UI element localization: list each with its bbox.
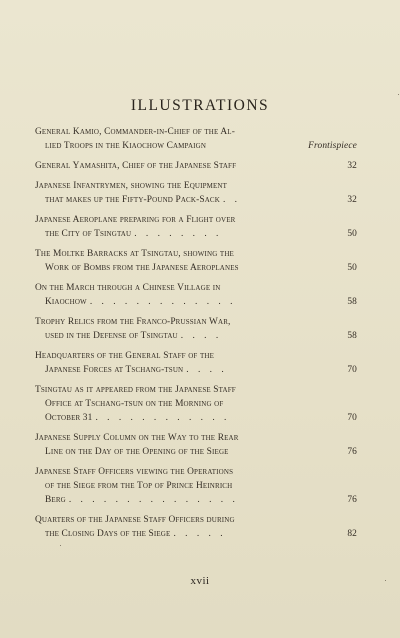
entry-caption: Japanese Forces at Tschang-tsun [45, 365, 184, 375]
entry-page-number: Frontispiece [308, 141, 357, 151]
entry-caption: October 31 [45, 413, 93, 423]
entry-caption: Line on the Day of the Opening of the Siege [45, 447, 229, 457]
dot-leader [236, 159, 343, 173]
dot-leader: . . . . . [173, 529, 227, 539]
dot-leader [206, 139, 304, 153]
paper-speck [398, 94, 399, 95]
illustration-entry [35, 247, 357, 275]
entry-line [35, 383, 357, 397]
dot-leader: . . . . . . . . . . . . [95, 413, 230, 423]
entry-line [35, 431, 357, 445]
entry-caption: Tsingtau as it appeared from the Japanese Staff [35, 385, 236, 395]
illustration-entry [35, 349, 357, 377]
entry-caption: Kiaochow [45, 297, 87, 307]
entry-line [35, 295, 357, 309]
dot-leader: . . [222, 195, 241, 205]
entry-caption: Headquarters of the General Staff of the [35, 351, 215, 361]
entry-line [35, 513, 357, 527]
entry-caption: General Kamio, Commander-in-Chief of the Al- [35, 127, 235, 137]
entry-caption: of the Siege from the Top of Prince Heinrich [45, 481, 233, 491]
entry-caption: General Yamashita, Chief of the Japanese Staff [35, 161, 237, 171]
dot-leader [229, 445, 344, 459]
entry-caption: On the March through a Chinese Village in [35, 283, 221, 293]
dot-leader: . . . . . . . . . . . . . . . [68, 495, 239, 505]
entry-line [35, 193, 357, 207]
entry-line [35, 281, 357, 295]
entry-caption: Work of Bombs from the Japanese Aeroplanes [45, 263, 239, 273]
entry-caption: Berg [45, 495, 66, 505]
entry-page-number: 32 [347, 195, 357, 205]
entry-page-number: 76 [347, 447, 357, 457]
entry-caption: used in the Defense of Tsingtau [45, 331, 178, 341]
entry-caption: Japanese Supply Column on the Way to the Rear [35, 433, 239, 443]
entry-page-number: 82 [347, 529, 357, 539]
illustration-entry [35, 513, 357, 541]
illustration-entry [35, 213, 357, 241]
dot-leader: . . . . . . . . [134, 229, 222, 239]
illustration-entry [35, 315, 357, 343]
entry-line [35, 315, 357, 329]
entry-line [35, 227, 357, 241]
entry-line [35, 445, 357, 459]
entry-line [35, 159, 357, 173]
entry-line [35, 465, 357, 479]
dot-leader: . . . . . . . . . . . . . [89, 297, 236, 307]
page-folio: xvii [190, 575, 210, 587]
entry-line [35, 179, 357, 193]
entry-page-number: 32 [347, 161, 357, 171]
illustrations-list [35, 125, 357, 547]
entry-caption: Japanese Infantrymen, showing the Equipment [35, 181, 228, 191]
illustration-entry [35, 125, 357, 153]
entry-page-number: 58 [347, 331, 357, 341]
entry-caption: Japanese Aeroplane preparing for a Flight over [35, 215, 236, 225]
entry-line [35, 363, 357, 377]
entry-page-number: 76 [347, 495, 357, 505]
entry-caption: the Closing Days of the Siege [45, 529, 171, 539]
entry-line [35, 493, 357, 507]
entry-page-number: 58 [347, 297, 357, 307]
illustration-entry [35, 383, 357, 425]
entry-caption: lied Troops in the Kiaochow Campaign [45, 141, 207, 151]
entry-line [35, 479, 357, 493]
entry-line [35, 527, 357, 541]
entry-line [35, 125, 357, 139]
entry-page-number: 50 [347, 263, 357, 273]
entry-line [35, 261, 357, 275]
entry-page-number: 70 [347, 413, 357, 423]
entry-caption: Quarters of the Japanese Staff Officers during [35, 515, 235, 525]
dot-leader: . . . . [180, 331, 222, 341]
entry-caption: The Moltke Barracks at Tsingtau, showing the [35, 249, 234, 259]
illustration-entry [35, 431, 357, 459]
entry-caption: Office at Tschang-tsun on the Morning of [45, 399, 224, 409]
entry-caption: Japanese Staff Officers viewing the Operations [35, 467, 234, 477]
illustration-entry [35, 281, 357, 309]
entry-line [35, 349, 357, 363]
entry-line [35, 247, 357, 261]
entry-page-number: 70 [347, 365, 357, 375]
entry-line [35, 397, 357, 411]
page-title: ILLUSTRATIONS [130, 97, 270, 114]
entry-caption: Trophy Relics from the Franco-Prussian War, [35, 317, 231, 327]
entry-line [35, 213, 357, 227]
entry-caption: the City of Tsingtau [45, 229, 132, 239]
entry-page-number: 50 [347, 229, 357, 239]
illustration-entry [35, 159, 357, 173]
dot-leader: . . . . [186, 365, 228, 375]
entry-line [35, 411, 357, 425]
dot-leader [239, 261, 344, 275]
entry-caption: that makes up the Fifty-Pound Pack-Sack [45, 195, 220, 205]
entry-line [35, 139, 357, 153]
entry-line [35, 329, 357, 343]
illustration-entry [35, 179, 357, 207]
illustration-entry [35, 465, 357, 507]
